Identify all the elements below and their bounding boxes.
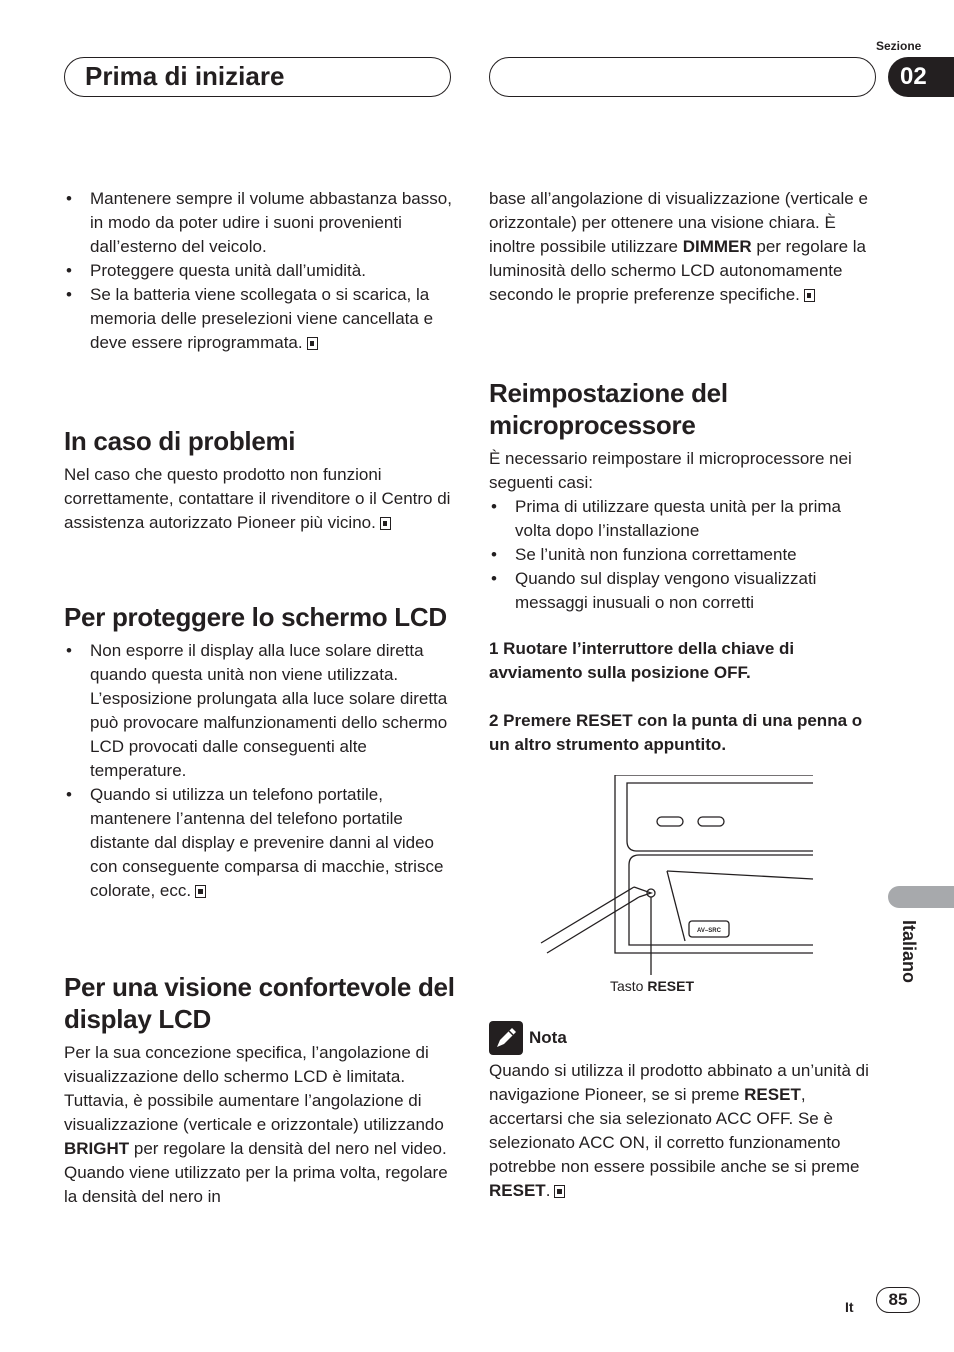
pen-body-bottom — [547, 897, 639, 953]
language-tab-marker — [888, 886, 954, 908]
reset-illustration — [489, 775, 879, 1005]
end-mark-icon — [307, 337, 318, 350]
caption-reset-term: RESET — [647, 978, 695, 994]
viewing-text: per regolare la densità del nero nel video. Quando viene utilizzato per la prima volta, regolare la densità del nero in — [64, 1139, 448, 1206]
note-text: , accertarsi che sia selezionato ACC OFF. Se è selezionato ACC ON, il corretto funzionamento potrebbe non essere possibile anche se si preme — [489, 1085, 860, 1176]
intro-bullet-list — [64, 187, 456, 355]
end-mark-icon — [554, 1185, 565, 1198]
end-mark-icon — [380, 517, 391, 530]
list-item-text: Quando sul display vengono visualizzati messaggi inusuali o non corretti — [515, 569, 817, 612]
list-item — [64, 259, 456, 283]
viewing-body — [64, 1041, 456, 1209]
reset-term: RESET — [489, 1181, 546, 1200]
note-body — [489, 1059, 879, 1203]
list-item-text: Se l’unità non funziona correttamente — [515, 545, 797, 564]
language-code: It — [845, 1299, 854, 1315]
viewing-continued — [489, 187, 879, 307]
list-item — [489, 543, 879, 567]
dimmer-term: DIMMER — [682, 237, 752, 256]
list-item — [489, 567, 879, 615]
av-src-label: AV–SRC — [697, 928, 721, 934]
end-mark-icon — [804, 289, 815, 302]
list-item — [64, 187, 456, 259]
reset-intro: È necessario reimpostare il microprocessore nei seguenti casi: — [489, 449, 852, 492]
list-item — [64, 639, 456, 783]
list-item — [64, 783, 456, 903]
unit-outer-frame — [615, 775, 813, 953]
problems-text: Nel caso che questo prodotto non funzioni correttamente, contattare il rivenditore o il Centro di assistenza autorizzato Pioneer più vicino. — [64, 465, 451, 532]
list-item-text: Se la batteria viene scollegata o si scarica, la memoria delle preselezioni viene cancellata e deve essere riprogrammata. — [90, 285, 434, 352]
left-column — [64, 187, 456, 1209]
list-item-text: Quando si utilizza un telefono portatile, mantenere l’antenna del telefono portatile distante dal display e prevenire danni al video con conseguente comparsa di macchie, strisce colorate, ecc. — [90, 785, 444, 900]
list-item-text: Prima di utilizzare questa unità per la prima volta dopo l’installazione — [515, 497, 841, 540]
pencil-note-icon — [489, 1021, 523, 1055]
note-text: . — [545, 1181, 551, 1200]
step-2: 2 Premere RESET con la punta di una penna o un altro strumento appuntito. — [489, 711, 863, 754]
right-column — [489, 187, 879, 1203]
protect-lcd-heading: Per proteggere lo schermo LCD — [64, 602, 447, 632]
viewing-text: per regolare la luminosità dello schermo LCD autonomamente secondo le proprie preferenze specifiche. — [489, 237, 866, 304]
reset-bullet-list — [489, 495, 879, 615]
unit-lower-panel — [629, 855, 813, 945]
unit-panel-slant — [667, 871, 685, 941]
end-mark-icon — [195, 885, 206, 898]
protect-bullet-list — [64, 639, 456, 903]
list-item-text: Proteggere questa unità dall’umidità. — [90, 261, 366, 280]
header-right-frame — [489, 57, 876, 97]
list-item — [489, 495, 879, 543]
note-label: Nota — [529, 1028, 567, 1047]
language-label: Italiano — [899, 920, 919, 984]
step-1: 1 Ruotare l’interruttore della chiave di avviamento sulla posizione OFF. — [489, 639, 795, 682]
section-label: Sezione — [876, 39, 922, 53]
problems-heading: In caso di problemi — [64, 426, 296, 456]
viewing-text: Per la sua concezione specifica, l’angolazione di visualizzazione dello schermo LCD è limitata. Tuttavia, è possibile aumentare l’angolazione di visualizzazione (verticale e orizzontale) utilizzando — [64, 1043, 444, 1134]
reset-term: RESET — [744, 1085, 801, 1104]
note-header — [489, 1021, 879, 1055]
section-number-badge: 02 — [888, 57, 954, 97]
list-item — [64, 283, 456, 355]
list-item-text: Mantenere sempre il volume abbastanza basso, in modo da poter udire i suoni provenienti dall’esterno del veicolo. — [90, 189, 452, 256]
viewing-text: base all’angolazione di visualizzazione (verticale e orizzontale) per ottenere una visione chiara. È inoltre possibile utilizzare — [489, 189, 868, 256]
pen-body-top — [541, 887, 634, 943]
problems-body — [64, 463, 456, 535]
note-text: Quando si utilizza il prodotto abbinato a un’unità di navigazione Pioneer, se si preme — [489, 1061, 869, 1104]
caption-text: Tasto — [610, 978, 648, 994]
chapter-header — [64, 57, 451, 97]
unit-button-1 — [657, 817, 683, 826]
figure-caption — [610, 978, 694, 994]
reset-heading: Reimpostazione del microprocessore — [489, 378, 728, 440]
chapter-title: Prima di iniziare — [85, 61, 285, 91]
viewing-heading: Per una visione confortevole del display LCD — [64, 972, 455, 1034]
bright-term: BRIGHT — [64, 1139, 130, 1158]
list-item-text: Non esporre il display alla luce solare diretta quando questa unità non viene utilizzata. L’esposizione prolungata alla luce solare diretta può provocare malfunzionamenti dello schermo LCD provocati dalle conseguenti alte temperature. — [90, 641, 448, 780]
unit-panel-edge — [667, 871, 813, 879]
head-unit-drawing — [489, 775, 879, 975]
page-number: 85 — [876, 1287, 920, 1313]
unit-button-2 — [698, 817, 724, 826]
